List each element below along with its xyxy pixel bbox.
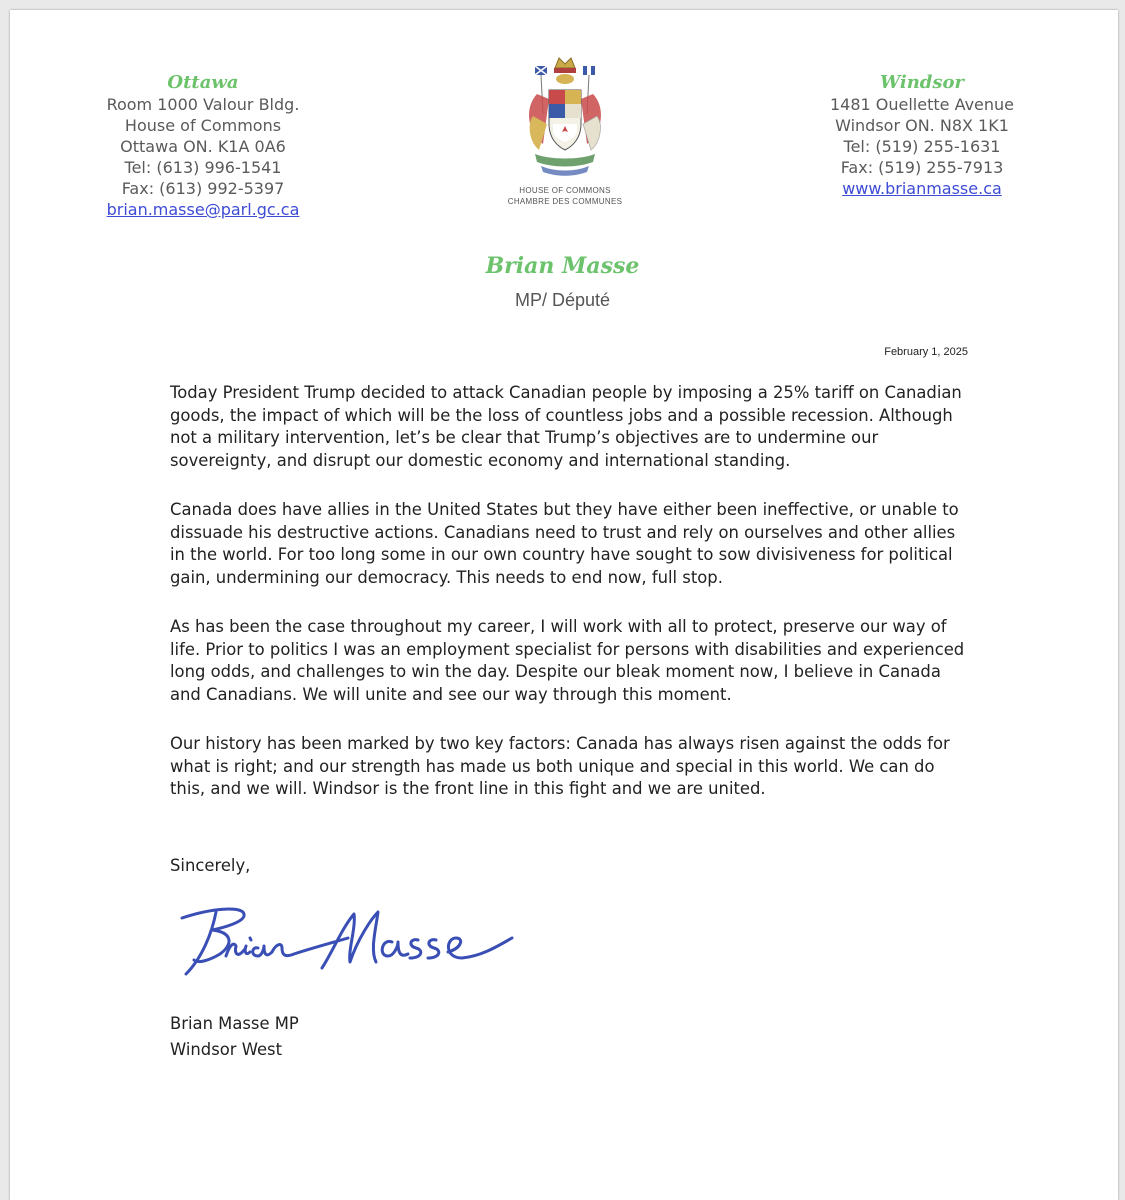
windsor-office-block [802, 72, 1042, 199]
windsor-address-line: 1481 Ouellette Avenue [829, 95, 1015, 114]
crest-caption-fr: CHAMBRE DES COMMUNES [507, 197, 623, 206]
windsor-fax: Fax: (519) 255-7913 [840, 158, 1004, 177]
ottawa-address-line: Room 1000 Valour Bldg. [106, 95, 300, 114]
crest-caption-en: HOUSE OF COMMONS [519, 186, 611, 195]
signer-name: Brian Masse MP [170, 1014, 299, 1033]
signer-riding: Windsor West [170, 1040, 283, 1059]
ottawa-address-line: House of Commons [124, 116, 282, 135]
coat-of-arms-icon [515, 54, 615, 184]
letter-paragraph: Our history has been marked by two key factors: Canada has always risen against the odds for what is right; and our strength has made us both unique and special in this world. We can do this, and we will. Windsor is the front line in this fight and we are united. [170, 734, 950, 798]
letter-date: February 1, 2025 [884, 346, 968, 358]
letter-page [10, 10, 1118, 1200]
windsor-phone: Tel: (519) 255-1631 [843, 137, 1001, 156]
ottawa-office-heading: Ottawa [167, 72, 239, 93]
windsor-address-line: Windsor ON. N8X 1K1 [835, 116, 1009, 135]
house-of-commons-crest [500, 54, 630, 224]
mp-title: MP/ Député [514, 290, 611, 310]
ottawa-office-block [83, 72, 323, 220]
letter-paragraph: Canada does have allies in the United States but they have either been ineffective, or unable to dissuade his destructive actions. Canadians need to trust and rely on ourselves and other allies in the world. For too long some in our own country have sought to sow divisiveness for political gain, undermining our democracy. This needs to end now, full stop. [170, 500, 959, 587]
mp-name-heading: Brian Masse [485, 253, 640, 279]
letter-paragraph: Today President Trump decided to attack Canadian people by imposing a 25% tariff on Canadian goods, the impact of which will be the loss of countless jobs and a possible recession. Although not a military intervention, let’s be clear that Trump’s objectives are to undermine our sovereignty, and disrupt our domestic economy and international standing. [170, 383, 962, 470]
letter-body [170, 382, 970, 828]
signature-icon [172, 898, 522, 983]
ottawa-phone: Tel: (613) 996-1541 [124, 158, 282, 177]
website-link[interactable]: www.brianmasse.ca [842, 179, 1002, 198]
windsor-office-heading: Windsor [879, 72, 965, 93]
ottawa-address-line: Ottawa ON. K1A 0A6 [120, 137, 286, 156]
handwritten-signature [172, 898, 522, 983]
ottawa-fax: Fax: (613) 992-5397 [121, 179, 285, 198]
signer-block [170, 1011, 299, 1063]
letter-closing: Sincerely, [170, 856, 251, 875]
email-link[interactable]: brian.masse@parl.gc.ca [106, 200, 300, 219]
letter-paragraph: As has been the case throughout my career, I will work with all to protect, preserve our way of life. Prior to politics I was an employment specialist for persons with disabilities and experienced long odds, and challenges to win the day. Despite our bleak moment now, I believe in Canada and Canadians. We will unite and see our way through this moment. [170, 617, 965, 704]
